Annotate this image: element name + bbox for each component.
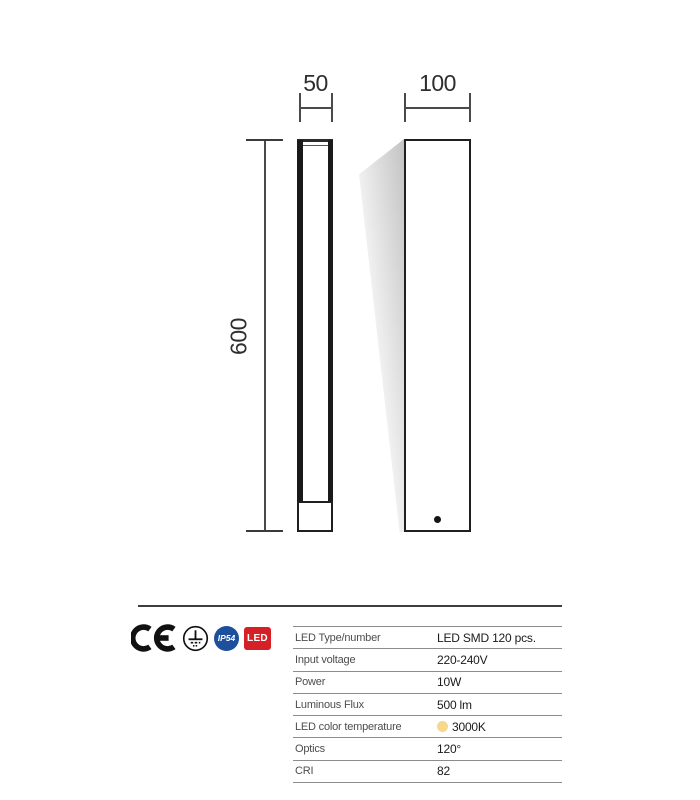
spec-value xyxy=(437,742,461,756)
spec-label: Luminous Flux xyxy=(295,698,364,711)
spec-value-text: 82 xyxy=(437,764,450,779)
protective-earth-icon xyxy=(182,625,209,652)
spec-label: Optics xyxy=(295,743,325,756)
spec-label: CRI xyxy=(295,765,314,778)
ip54-label: IP54 xyxy=(217,633,236,643)
spec-label: Input voltage xyxy=(295,653,356,666)
spec-value xyxy=(437,653,487,667)
certification-icons xyxy=(131,622,271,654)
dimension-label-100: 100 xyxy=(419,70,456,96)
spec-value xyxy=(437,698,472,712)
side-view-base xyxy=(297,501,333,532)
side-view-right-wall xyxy=(328,140,334,502)
spec-label: Power xyxy=(295,676,326,689)
ip54-badge xyxy=(214,626,239,651)
spec-row xyxy=(293,648,562,670)
spec-row xyxy=(293,760,562,783)
spec-row xyxy=(293,715,562,737)
spec-table xyxy=(293,626,562,783)
spec-value-text: 3000K xyxy=(452,719,486,734)
front-view-body xyxy=(404,139,471,532)
dimension-tick-bottom xyxy=(246,530,283,532)
spec-row xyxy=(293,671,562,693)
dimension-label-600: 600 xyxy=(225,318,252,355)
spec-value xyxy=(437,631,536,645)
spec-label: LED Type/number xyxy=(295,631,381,644)
front-view-screw-dot xyxy=(434,516,441,523)
dimension-line-600 xyxy=(264,140,266,531)
side-view-cap-seam xyxy=(300,145,330,146)
spec-label: LED color temperature xyxy=(295,720,402,733)
spec-row xyxy=(293,626,562,648)
cast-shadow xyxy=(359,139,404,532)
spec-row xyxy=(293,737,562,759)
side-view-left-wall xyxy=(297,140,303,502)
dimension-line-100 xyxy=(404,107,470,109)
led-label: LED xyxy=(247,632,268,644)
footer-divider xyxy=(138,605,562,607)
spec-value xyxy=(437,675,461,689)
spec-value-text: LED SMD 120 pcs. xyxy=(437,630,536,645)
spec-value-text: 10W xyxy=(437,675,462,690)
spec-value-text: 220-240V xyxy=(437,652,488,667)
led-badge xyxy=(244,627,271,650)
spec-value-text: 500 lm xyxy=(437,697,472,712)
dimension-line-50 xyxy=(299,107,332,109)
spec-value-text: 120° xyxy=(437,742,462,757)
dimension-tick-top xyxy=(246,139,283,141)
color-temperature-dot-icon xyxy=(437,721,448,732)
spec-row xyxy=(293,693,562,715)
ce-mark-icon xyxy=(131,624,177,652)
dimension-label-50: 50 xyxy=(303,70,328,96)
spec-value xyxy=(437,764,450,778)
spec-value xyxy=(437,720,486,734)
